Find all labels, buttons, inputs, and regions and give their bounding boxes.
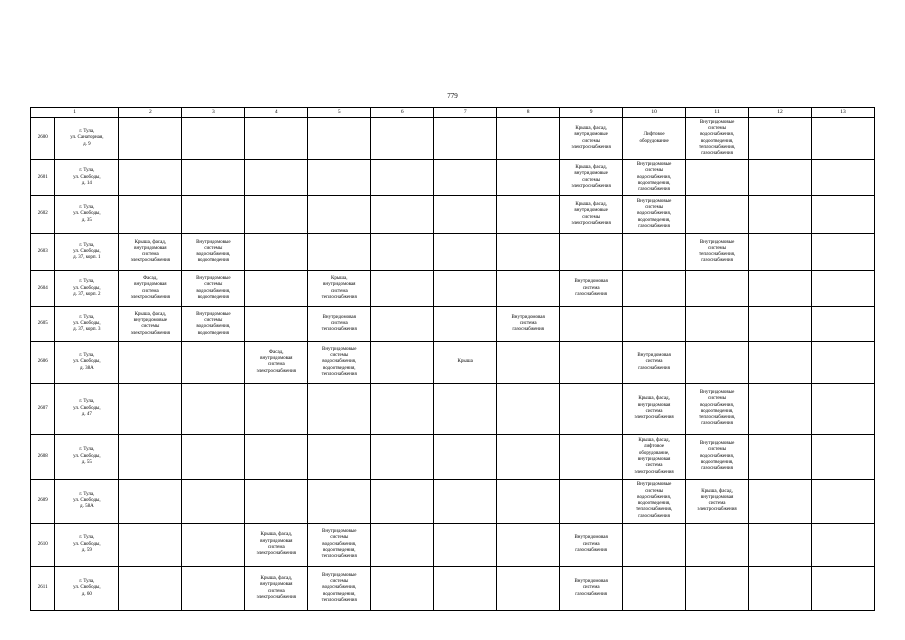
work-type-cell [371,567,434,611]
row-number: 2603 [31,234,55,271]
column-header: 8 [497,108,560,118]
address-cell: г. Тула, ул. Свободы, д. 58А [55,479,119,523]
work-type-cell [560,479,623,523]
work-type-cell [182,342,245,384]
row-number: 2601 [31,160,55,195]
work-type-cell [749,195,812,233]
work-type-cell [434,567,497,611]
work-type-cell [812,435,875,480]
work-type-cell [119,160,182,195]
work-type-cell [119,435,182,480]
work-type-cell [371,307,434,342]
column-header: 10 [623,108,686,118]
work-type-cell: Внутридомовая система газоснабжения [623,342,686,384]
work-type-cell [497,342,560,384]
work-type-cell: Внутридомовые системы водоснабжения, водоотведения [182,271,245,307]
work-type-cell [749,383,812,434]
row-number: 2605 [31,307,55,342]
work-type-cell [182,117,245,160]
work-type-cell [497,567,560,611]
work-type-cell [560,307,623,342]
header-row [31,108,875,118]
work-type-cell [434,523,497,567]
work-type-cell [686,160,749,195]
work-type-cell [371,383,434,434]
table-row [31,342,875,384]
work-type-cell [434,271,497,307]
work-type-cell [749,567,812,611]
work-type-cell [308,117,371,160]
work-type-cell [434,479,497,523]
column-header: 6 [371,108,434,118]
work-type-cell: Внутридомовые системы водоснабжения, водоотведения, теплоснабжения [308,523,371,567]
work-type-cell [182,383,245,434]
table-row [31,523,875,567]
row-number: 2602 [31,195,55,233]
work-type-cell [308,195,371,233]
work-type-cell [434,435,497,480]
work-type-cell [623,271,686,307]
table-row [31,195,875,233]
table-row [31,234,875,271]
table-row [31,271,875,307]
work-type-cell [812,342,875,384]
row-number: 2609 [31,479,55,523]
work-type-cell: Внутридомовые системы водоснабжения, водоотведения, газоснабжения [623,160,686,195]
work-type-cell: Внутридомовая система газоснабжения [497,307,560,342]
schedule-table [30,107,875,611]
work-type-cell [686,567,749,611]
row-number: 2606 [31,342,55,384]
work-type-cell [371,117,434,160]
address-cell: г. Тула, ул. Свободы, д. 38А [55,342,119,384]
work-type-cell: Крыша, фасад, внутридомовые системы электроснабжения [560,160,623,195]
work-type-cell: Внутридомовые системы водоснабжения, водоотведения [182,234,245,271]
work-type-cell [245,383,308,434]
work-type-cell [497,523,560,567]
work-type-cell [497,117,560,160]
work-type-cell [623,567,686,611]
work-type-cell [749,117,812,160]
work-type-cell: Крыша [434,342,497,384]
row-number: 2604 [31,271,55,307]
table-row [31,117,875,160]
work-type-cell: Фасад, внутридомовая система электроснабжения [245,342,308,384]
address-cell: г. Тула, ул. Свободы, д. 55 [55,435,119,480]
work-type-cell: Внутридомовые системы водоснабжения, водоотведения, теплоснабжения, газоснабжения [686,383,749,434]
work-type-cell [560,234,623,271]
column-header: 12 [749,108,812,118]
work-type-cell [119,479,182,523]
work-type-cell: Внутридомовые системы водоснабжения, водоотведения [182,307,245,342]
work-type-cell [749,234,812,271]
work-type-cell: Крыша, внутридомовая система теплоснабжения [308,271,371,307]
work-type-cell [245,307,308,342]
address-cell: г. Тула, ул. Санаторная, д. 9 [55,117,119,160]
row-number: 2611 [31,567,55,611]
work-type-cell: Внутридомовая система газоснабжения [560,567,623,611]
work-type-cell [119,523,182,567]
work-type-cell [623,523,686,567]
work-type-cell [308,435,371,480]
work-type-cell [245,234,308,271]
work-type-cell: Крыша, фасад, внутридомовая система электроснабжения [623,383,686,434]
work-type-cell [371,523,434,567]
column-header: 3 [182,108,245,118]
work-type-cell: Внутридомовые системы теплоснабжения, газоснабжения [686,234,749,271]
work-type-cell [245,479,308,523]
row-number: 2607 [31,383,55,434]
work-type-cell [686,523,749,567]
column-header: 7 [434,108,497,118]
work-type-cell [371,342,434,384]
work-type-cell [497,234,560,271]
work-type-cell [686,271,749,307]
work-type-cell [749,342,812,384]
work-type-cell [182,479,245,523]
work-type-cell [119,342,182,384]
work-type-cell [812,307,875,342]
work-type-cell: Внутридомовая система теплоснабжения [308,307,371,342]
work-type-cell [245,195,308,233]
work-type-cell: Внутридомовые системы водоснабжения, водоотведения, газоснабжения [623,195,686,233]
page-number: 779 [447,92,458,100]
work-type-cell: Крыша, фасад, внутридомовая система электроснабжения [686,479,749,523]
work-type-cell [812,479,875,523]
table-row [31,567,875,611]
work-type-cell [308,160,371,195]
work-type-cell [812,160,875,195]
address-cell: г. Тула, ул. Свободы, д. 37, корп. 2 [55,271,119,307]
address-cell: г. Тула, ул. Свободы, д. 37, корп. 3 [55,307,119,342]
work-type-cell [749,271,812,307]
work-type-cell: Лифтовое оборудование [623,117,686,160]
table-row [31,435,875,480]
table-row [31,307,875,342]
row-number: 2610 [31,523,55,567]
column-header: 4 [245,108,308,118]
work-type-cell [371,479,434,523]
work-type-cell: Внутридомовые системы водоснабжения, водоотведения, газоснабжения [686,435,749,480]
work-type-cell [371,160,434,195]
work-type-cell [560,435,623,480]
work-type-cell [182,567,245,611]
work-type-cell [749,307,812,342]
work-type-cell [497,435,560,480]
work-type-cell [119,567,182,611]
row-number: 2608 [31,435,55,480]
work-type-cell [497,271,560,307]
work-type-cell: Внутридомовые системы водоснабжения, водоотведения, теплоснабжения [308,567,371,611]
work-type-cell [308,234,371,271]
address-cell: г. Тула, ул. Свободы, д. 59 [55,523,119,567]
work-type-cell: Крыша, фасад, внутридомовые системы электроснабжения [119,307,182,342]
address-cell: г. Тула, ул. Свободы, д. 60 [55,567,119,611]
work-type-cell: Внутридомовые системы водоснабжения, водоотведения, теплоснабжения, газоснабжения [623,479,686,523]
work-type-cell [812,117,875,160]
work-type-cell [623,234,686,271]
work-type-cell [686,195,749,233]
work-type-cell [245,117,308,160]
work-type-cell [812,523,875,567]
work-type-cell [749,523,812,567]
work-type-cell [182,435,245,480]
column-header: 5 [308,108,371,118]
work-type-cell [749,160,812,195]
work-type-cell [371,195,434,233]
work-type-cell: Фасад, внутридомовая система электроснабжения [119,271,182,307]
work-type-cell [434,117,497,160]
work-type-cell [686,342,749,384]
work-type-cell [308,383,371,434]
column-header: 2 [119,108,182,118]
column-header: 11 [686,108,749,118]
work-type-cell [434,383,497,434]
work-type-cell [497,195,560,233]
row-number: 2600 [31,117,55,160]
work-type-cell [245,160,308,195]
work-type-cell: Внутридомовые системы водоснабжения, водоотведения, теплоснабжения [308,342,371,384]
work-type-cell: Крыша, фасад, внутридомовая система электроснабжения [245,567,308,611]
work-type-cell [119,383,182,434]
work-type-cell [812,195,875,233]
table-row [31,479,875,523]
table-row [31,160,875,195]
work-type-cell [434,160,497,195]
work-type-cell [434,195,497,233]
column-header: 13 [812,108,875,118]
work-type-cell: Крыша, фасад, лифтовое оборудование, внутридомовая система электроснабжения [623,435,686,480]
work-type-cell [812,567,875,611]
work-type-cell [686,307,749,342]
work-type-cell [812,383,875,434]
work-type-cell [308,479,371,523]
work-type-cell [560,383,623,434]
work-type-cell: Крыша, фасад, внутридомовые системы электроснабжения [560,117,623,160]
work-type-cell [812,271,875,307]
work-type-cell [434,234,497,271]
work-type-cell [182,523,245,567]
work-type-cell [812,234,875,271]
column-header: 9 [560,108,623,118]
work-type-cell [560,342,623,384]
table-row [31,383,875,434]
work-type-cell [497,479,560,523]
work-type-cell [182,195,245,233]
address-cell: г. Тула, ул. Свободы, д. 47 [55,383,119,434]
work-type-cell [119,117,182,160]
work-type-cell: Внутридомовая система газоснабжения [560,523,623,567]
work-type-cell [371,271,434,307]
address-cell: г. Тула, ул. Свободы, д. 37, корп. 1 [55,234,119,271]
work-type-cell [245,271,308,307]
address-cell: г. Тула, ул. Свободы, д. 14 [55,160,119,195]
work-type-cell [749,435,812,480]
work-type-cell: Внутридомовые системы водоснабжения, водоотведения, теплоснабжения, газоснабжения [686,117,749,160]
work-type-cell: Крыша, фасад, внутридомовая система электроснабжения [119,234,182,271]
work-type-cell [749,479,812,523]
work-type-cell: Крыша, фасад, внутридомовые системы электроснабжения [560,195,623,233]
work-type-cell [182,160,245,195]
work-type-cell [434,307,497,342]
work-type-cell [371,435,434,480]
address-cell: г. Тула, ул. Свободы, д. 35 [55,195,119,233]
work-type-cell [623,307,686,342]
work-type-cell [245,435,308,480]
work-type-cell [497,383,560,434]
work-type-cell [497,160,560,195]
work-type-cell: Крыша, фасад, внутридомовая система электроснабжения [245,523,308,567]
column-header: 1 [31,108,119,118]
work-type-cell [371,234,434,271]
work-type-cell [119,195,182,233]
work-type-cell: Внутридомовая система газоснабжения [560,271,623,307]
